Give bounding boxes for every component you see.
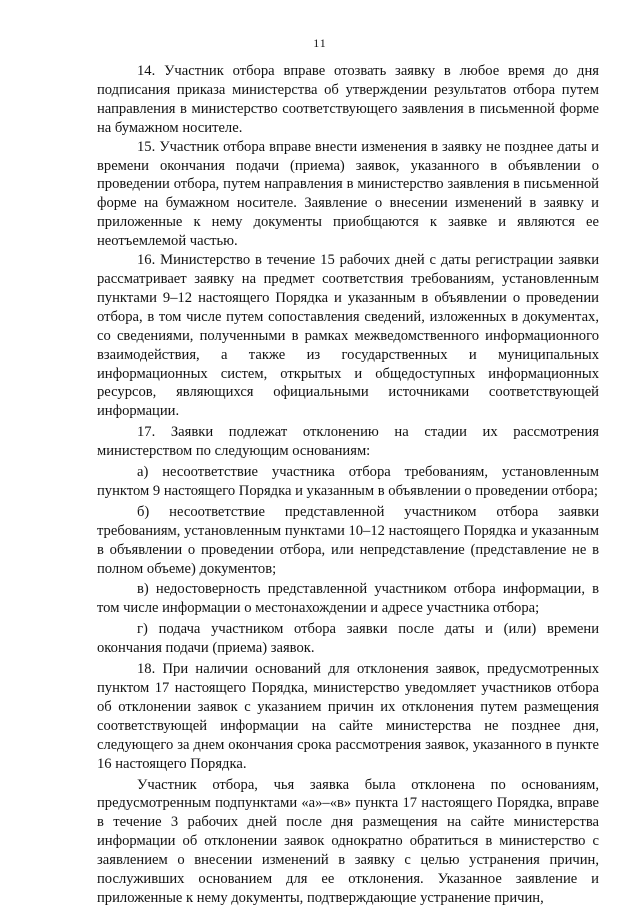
paragraph-16: 16. Министерство в течение 15 рабочих дней с даты регистрации заявки рассматривает заявку на предмет соответствия требованиям, установленным пунктами 9–12 настоящего Порядка и указанным в объявлении о проведении отбора, в том числе путем сопоставления сведений, изложенных в документах, со сведениями, полученными в рамках межведомственного информационного взаимодействия, а также из государственных и муниципальных информационных систем, открытых и общедоступных информационных ресурсов, являющихся официальными источниками соответствующей информации. [97, 252, 599, 420]
paragraph-17-b: б) несоответствие представленной участником отбора заявки требованиям, установленным пунктами 10–12 настоящего Порядка и указанным в объявлении о проведении отбора, или непредставление (представление не в полном объеме) документов; [97, 503, 599, 577]
paragraph-17-a: а) несоответствие участника отбора требованиям, установленным пунктом 9 настоящего Порядка и указанным в объявлении о проведении отбора; [97, 464, 599, 499]
paragraph-17: 17. Заявки подлежат отклонению на стадии их рассмотрения министерством по следующим основаниям: [97, 424, 599, 460]
page-number: 11 [313, 36, 327, 50]
document-body [97, 62, 599, 908]
paragraph-18: 18. При наличии оснований для отклонения заявок, предусмотренных пунктом 17 настоящего Порядка, министерство уведомляет участников отбора об отклонении заявок с указанием причин их отклонения путем размещения соответствующей информации на сайте министерства не позднее дня, следующего за днем окончания срока рассмотрения заявок, указанного в пункте 16 настоящего Порядка. [97, 661, 599, 772]
paragraph-17-g: г) подача участником отбора заявки после даты и (или) времени окончания подачи (приема) заявок. [97, 621, 599, 657]
paragraph-18-continued: Участник отбора, чья заявка была отклонена по основаниям, предусмотренным подпунктами «а»–«в» пункта 17 настоящего Порядка, вправе в течение 3 рабочих дней после дня размещения на сайте министерства информации об отклонении заявок однократно обратиться в министерство с заявлением о внесении изменений в заявку с целью устранения причин, послуживших основанием для ее отклонения. Указанное заявление и приложенные к нему документы, подтверждающие устранение причин, [97, 776, 599, 906]
paragraph-15: 15. Участник отбора вправе внести изменения в заявку не позднее даты и времени окончания подачи (приема) заявок, указанного в объявлении о проведении отбора, путем направления в министерство заявления в письменной форме на бумажном носителе. Заявление о внесении изменений в заявку и приложенные к нему документы приобщаются к заявке и являются ее неотъемлемой частью. [97, 138, 599, 250]
paragraph-14: 14. Участник отбора вправе отозвать заявку в любое время до дня подписания приказа министерства об утверждении результатов отбора путем направления в министерство соответствующего заявления в письменной форме на бумажном носителе. [97, 63, 599, 136]
paragraph-17-v: в) недостоверность представленной участником отбора информации, в том числе информации о местонахождении и адресе участника отбора; [97, 581, 599, 617]
